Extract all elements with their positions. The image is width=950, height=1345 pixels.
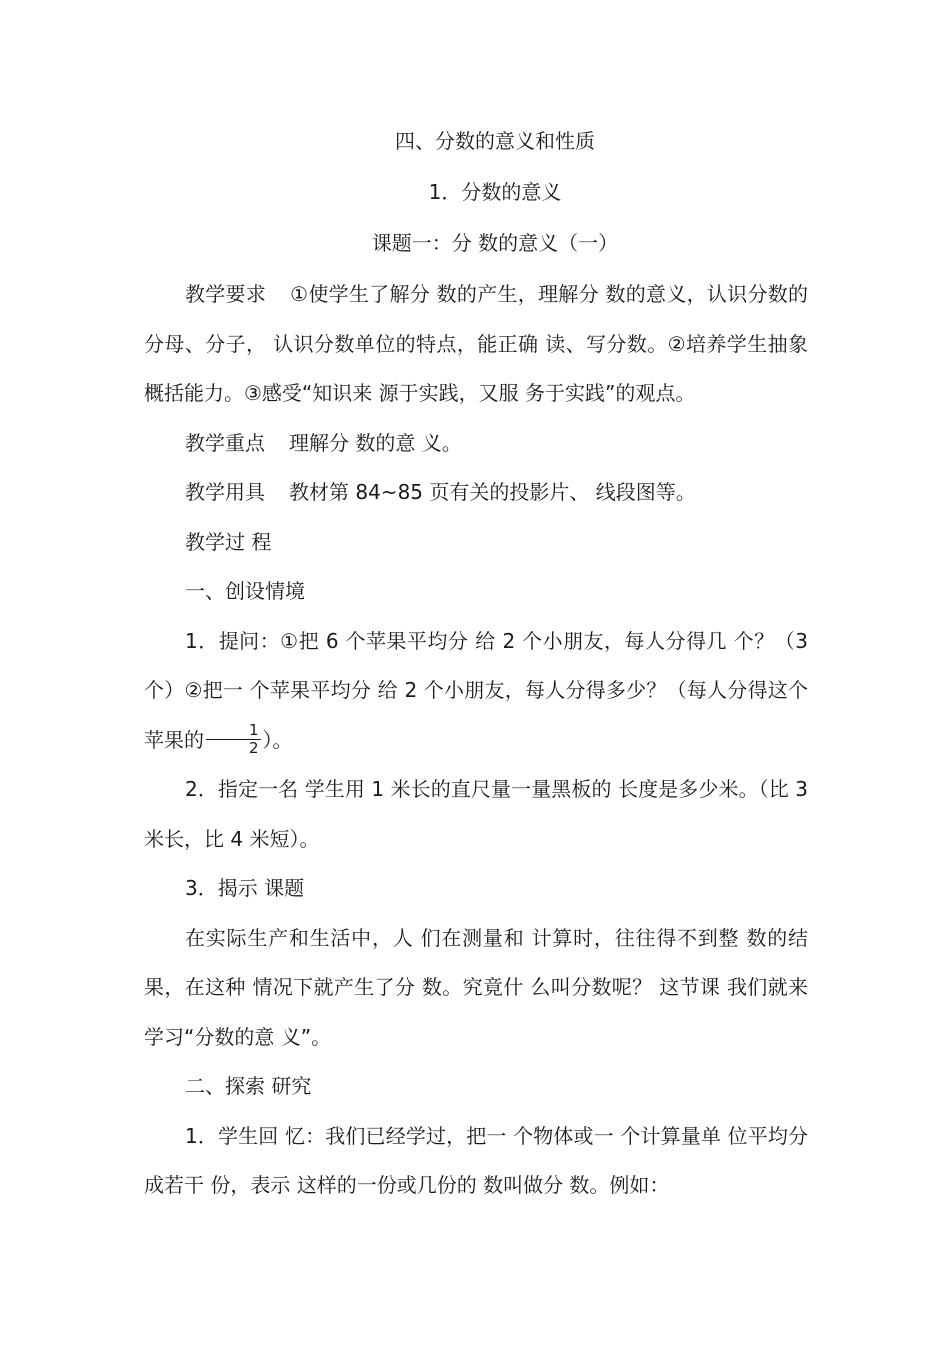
intro-paragraph: 在实际生产和生活中，人 们在测量和 计算时，往往得不到整 数的结果，在这种 情况下就产生了分 数。究竟什 么叫分数呢？ 这节课 我们就来学习“分数的意 义”。 xyxy=(144,925,808,1049)
fraction-numerator: 1 xyxy=(206,722,261,740)
tools-text: 教材第 84~85 页有关的投影片、 线段图等。 xyxy=(289,480,696,504)
question-3: 3．揭示 课题 xyxy=(185,876,305,900)
tools-paragraph xyxy=(144,468,808,518)
requirements-label: 教学要求 xyxy=(185,282,267,306)
fraction-one-half xyxy=(206,722,261,757)
part1-heading: 一、创设情境 xyxy=(185,579,305,603)
requirements-text: ①使学生了解分 数的产生，理解分 数的意义，认识分数的分母、分子， 认识分数单位的特点，能正确 读、写分数。②培养学生抽象 概括能力。③感受“知识来 源于实践，又服 务于实践”的观点。 xyxy=(144,282,809,405)
question-2: 2．指定一名 学生用 1 米长的直尺量一量黑板的 长度是多少米。（比 3 米长，比 4 米短）。 xyxy=(144,777,808,851)
document-body xyxy=(144,270,808,1211)
recall-paragraph: 1．学生回 忆：我们已经学过，把一 个物体或一 个计算量单 位平均分成若干 份，表示 这样的一份或几份的 数叫做分 数。例如： xyxy=(144,1123,808,1197)
fraction-denominator: 2 xyxy=(249,738,259,757)
section-title: 1．分数的意义 xyxy=(428,180,562,204)
process-heading: 教学过 程 xyxy=(185,529,272,554)
focus-paragraph xyxy=(144,419,808,469)
lesson-title: 课题一：分 数的意义（一） xyxy=(371,231,619,255)
question-1-end: ）。 xyxy=(262,727,293,752)
focus-text: 理解分 数的意 义。 xyxy=(289,430,462,455)
part2-heading: 二、探索 研究 xyxy=(185,1074,312,1098)
question-1-text: 1．提问：①把 6 个苹果平均分 给 2 个小朋友，每人分得几 个？（3 个）②把一 个苹果平均分 给 2 个小朋友，每人分得多少？（每人分得这个 苹果的 xyxy=(144,628,808,752)
question-1 xyxy=(144,617,808,766)
requirements-paragraph xyxy=(144,270,808,419)
chapter-title: 四、分数的意义和性质 xyxy=(395,129,595,153)
focus-label: 教学重点 xyxy=(185,430,265,455)
tools-label: 教学用具 xyxy=(185,480,265,504)
